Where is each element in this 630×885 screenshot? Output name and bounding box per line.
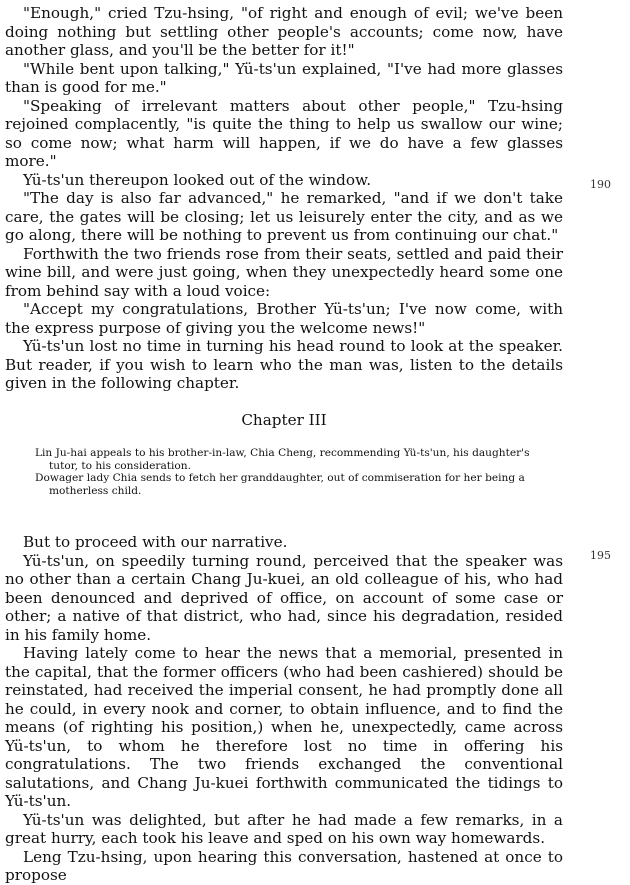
summary-line: Dowager lady Chia sends to fetch her granddaughter, out of commiseration for her being a motherless child. [35,472,525,497]
line-number: 195 [590,549,611,562]
paragraph: Yü-ts'un thereupon looked out of the window. [23,170,372,189]
paragraph: "Enough," cried Tzu-hsing, "of right and enough of evil; we've been doing nothing but settling other people's accounts; come now, have another glass, and you'll be the better for it!" [5,4,563,59]
paragraph: Yü-ts'un was delighted, but after he had made a few remarks, in a great hurry, each took his leave and sped on his own way homewards. [5,810,563,847]
paragraph: Yü-ts'un, on speedily turning round, perceived that the speaker was no other than a certain Chang Ju-kuei, an old colleague of his, who had been denounced and deprived of office, on account of some case or other; a native of that district, who had, since his degradation, resided in his family home. [5,551,563,644]
page-text [5,4,563,885]
paragraph: "Accept my congratulations, Brother Yü-ts'un; I've now come, with the express purpose of giving you the welcome news!" [5,300,563,337]
chapter-summary [35,447,545,497]
paragraph: Forthwith the two friends rose from their seats, settled and paid their wine bill, and were just going, when they unexpectedly heard some one from behind say with a loud voice: [5,244,563,300]
paragraph: "The day is also far advanced," he remarked, "and if we don't take care, the gates will be closing; let us leisurely enter the city, and as we go along, there will be nothing to prevent us from continuing our chat." [5,189,563,244]
line-number: 190 [590,178,611,191]
paragraph: Leng Tzu-hsing, upon hearing this conversation, hastened at once to propose [5,847,563,884]
summary-line: Lin Ju-hai appeals to his brother-in-law, Chia Cheng, recommending Yü-ts'un, his daughter's tutor, to his consideration. [35,447,530,472]
paragraph: Yü-ts'un lost no time in turning his head round to look at the speaker. But reader, if you wish to learn who the man was, listen to the details given in the following chapter. [5,337,563,392]
chapter-title: Chapter III [241,410,327,429]
paragraph: "Speaking of irrelevant matters about other people," Tzu-hsing rejoined complacently, "is quite the thing to help us swallow our wine; so come now; what harm will happen, if we do have a few glasses more." [5,96,563,170]
paragraph: But to proceed with our narrative. [23,533,288,551]
paragraph: "While bent upon talking," Yü-ts'un explained, "I've had more glasses than is good for me." [5,59,563,96]
paragraph: Having lately come to hear the news that a memorial, presented in the capital, that the former officers (who had been cashiered) should be reinstated, had received the imperial consent, he had promptly done all he could, in every nook and corner, to obtain influence, and to find the means (of righting his position,) when he, unexpectedly, came across Yü-ts'un, to whom he therefore lost no time in offering his congratulations. The two friends exchanged the conventional salutations, and Chang Ju-kuei forthwith communicated the tidings to Yü-ts'un. [5,644,563,810]
